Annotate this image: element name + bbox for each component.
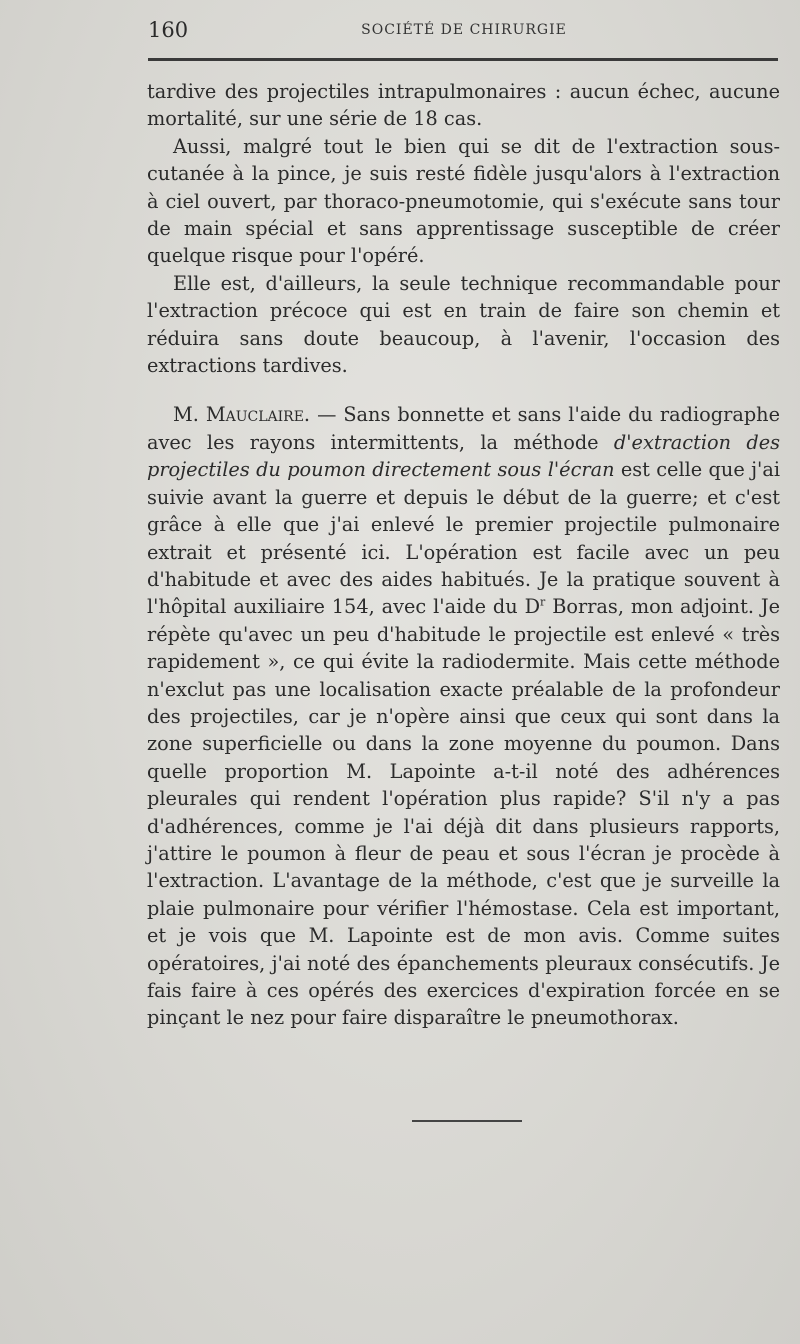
paragraph-4-italic-1: d'extraction des projectiles du poumon directement sous (147, 430, 781, 482)
paragraph-4-part1: — Sans bonnette et sans l'aide du radiographe avec les rayons intermittents, la méthode (147, 403, 780, 454)
body-text (147, 78, 780, 1032)
paragraph-4-superscript: r (540, 595, 546, 609)
header-rule (148, 58, 778, 61)
speaker-name: Mauclaire. (205, 403, 311, 427)
end-rule (412, 1120, 522, 1122)
paragraph-1: tardive des projectiles intrapulmonaires : aucun échec, aucune mortalité, sur une série de 18 cas. (147, 80, 780, 131)
page-number: 160 (148, 18, 189, 42)
paragraph-4-italic-2: l'écran (547, 458, 615, 482)
journal-title: SOCIÉTÉ DE CHIRURGIE (361, 22, 567, 38)
paragraph-4 (147, 401, 780, 1031)
paragraph-3: Elle est, d'ailleurs, la seule technique recommandable pour l'extraction précoce qui est en train de faire son chemin et réduira sans doute beaucoup, à l'avenir, l'occasion des extractions tardives. (147, 271, 780, 378)
paragraph-2: Aussi, malgré tout le bien qui se dit de l'extraction sous-cutanée à la pince, je suis resté fidèle jusqu'alors à l'extraction à ciel ouvert, par thoraco-pneumotomie, qui s'exécute sans tour de main spécial et sans apprentissage susceptible de créer quelque risque pour l'opéré. (147, 134, 780, 268)
paragraph-4-part3: Borras, mon adjoint. Je répète qu'avec un peu d'habitude le projectile est enlevé « très rapidement », ce qui évite la radiodermite. Mais cette méthode n'exclut pas une localisation exacte préalable de la profondeur des projectiles, car je n'opère ainsi que ceux qui sont dans la zone superficielle ou dans la zone moyenne du poumon. Dans quelle proportion M. Lapointe a-t-il noté des adhérences pleurales qui rendent l'opération plus rapide? S'il n'y a pas d'adhérences, comme je l'ai déjà dit dans plusieurs rapports, j'attire le poumon à fleur de peau et sous l'écran je procède à l'extraction. L'avantage de la méthode, c'est que je surveille la plaie pulmonaire pour vérifier l'hémostase. Cela est important, et je vois que M. Lapointe est de mon avis. Comme suites opératoires, j'ai noté des épanchements pleuraux consécutifs. Je fais faire à ces opérés des exercices d'expiration forcée en se pinçant le nez pour faire disparaître le pneumothorax. (147, 595, 780, 1030)
speaker-prefix: M. (173, 403, 199, 427)
paragraph-4-part2: est celle que j'ai suivie avant la guerre et depuis le début de la guerre; et c'est grâce à elle que j'ai enlevé le premier projectile pulmonaire extrait et présenté ici. L'opération est facile avec un peu d'habitude et avec des aides habitués. Je la pratique souvent à l'hôpital auxiliaire 154, avec l'aide du D (147, 458, 781, 619)
running-head (148, 18, 780, 44)
